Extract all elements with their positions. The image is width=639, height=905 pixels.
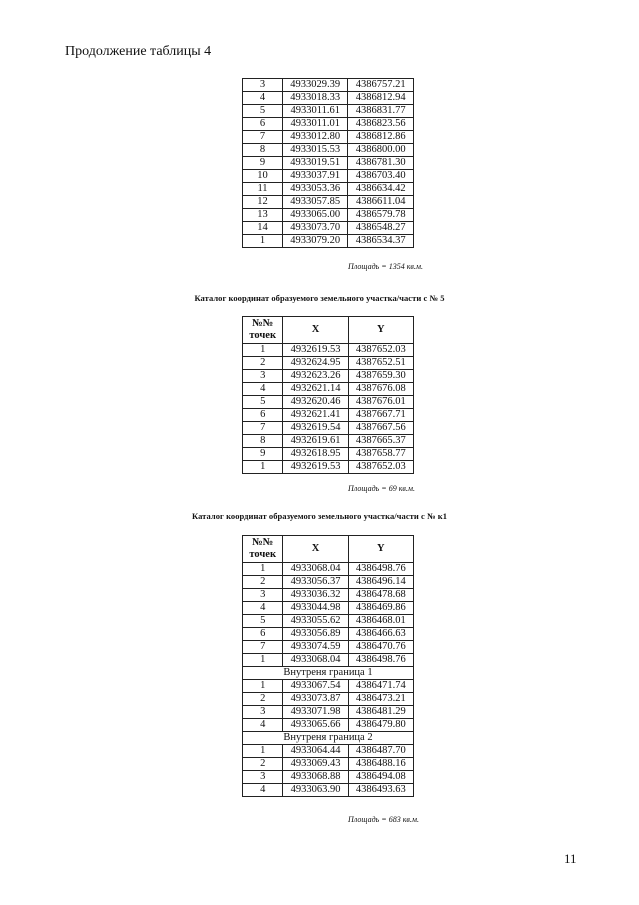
table-row: [243, 118, 414, 131]
table-row: [243, 79, 414, 92]
cell-x: 4932618.95: [283, 448, 348, 461]
table-row: [243, 183, 414, 196]
cell-point-number: 1: [243, 235, 283, 248]
table-row: [243, 693, 414, 706]
cell-y: 4386611.04: [348, 196, 414, 209]
table-row: [243, 209, 414, 222]
table-row: [243, 602, 414, 615]
table-body: [243, 563, 414, 797]
cell-x: 4933074.59: [283, 641, 348, 654]
table-caption-5: Каталог координат образуемого земельного участка/части с № 5: [194, 293, 445, 303]
cell-x: 4933073.87: [283, 693, 348, 706]
table-row: [243, 157, 414, 170]
cell-y: 4386498.76: [348, 563, 413, 576]
cell-y: 4387667.71: [348, 409, 413, 422]
cell-point-number: 3: [243, 370, 283, 383]
table-row: [243, 92, 414, 105]
table-caption-k1: Каталог координат образуемого земельного участка/части с № к1: [191, 511, 448, 521]
cell-y: 4386494.08: [348, 771, 413, 784]
cell-y: 4386781.30: [348, 157, 414, 170]
table-row: [243, 758, 414, 771]
cell-y: 4386757.21: [348, 79, 414, 92]
cell-y: 4386496.14: [348, 576, 413, 589]
cell-x: 4933029.39: [283, 79, 348, 92]
cell-x: 4933053.36: [283, 183, 348, 196]
table-row: [243, 105, 414, 118]
table-row: [243, 357, 414, 370]
cell-point-number: 6: [243, 628, 283, 641]
coordinates-table-continued: [242, 78, 414, 248]
cell-y: 4386481.29: [348, 706, 413, 719]
header-point-number: №№ точек: [243, 317, 283, 344]
cell-x: 4933071.98: [283, 706, 348, 719]
cell-y: 4387659.30: [348, 370, 413, 383]
cell-y: 4386478.68: [348, 589, 413, 602]
cell-x: 4932621.14: [283, 383, 348, 396]
table-row: [243, 396, 414, 409]
header-y: Y: [348, 536, 413, 563]
cell-x: 4933055.62: [283, 615, 348, 628]
cell-point-number: 2: [243, 693, 283, 706]
cell-y: 4386469.86: [348, 602, 413, 615]
table-row: [243, 235, 414, 248]
cell-point-number: 1: [243, 461, 283, 474]
cell-point-number: 6: [243, 118, 283, 131]
cell-x: 4933011.61: [283, 105, 348, 118]
cell-x: 4933065.00: [283, 209, 348, 222]
cell-point-number: 1: [243, 344, 283, 357]
continuation-title: Продолжение таблицы 4: [65, 44, 212, 59]
cell-y: 4386473.21: [348, 693, 413, 706]
cell-x: 4933011.01: [283, 118, 348, 131]
cell-point-number: 1: [243, 563, 283, 576]
cell-x: 4933015.53: [283, 144, 348, 157]
header-y: Y: [348, 317, 413, 344]
table-row: [243, 654, 414, 667]
cell-y: 4386488.16: [348, 758, 413, 771]
cell-point-number: 2: [243, 357, 283, 370]
coordinates-table-k1: [242, 535, 414, 797]
cell-y: 4386487.70: [348, 745, 413, 758]
cell-y: 4387658.77: [348, 448, 413, 461]
cell-x: 4933056.89: [283, 628, 348, 641]
cell-y: 4387667.56: [348, 422, 413, 435]
cell-point-number: 3: [243, 79, 283, 92]
cell-point-number: 2: [243, 758, 283, 771]
cell-point-number: 7: [243, 641, 283, 654]
cell-y: 4386471.74: [348, 680, 413, 693]
cell-point-number: 13: [243, 209, 283, 222]
cell-point-number: 7: [243, 422, 283, 435]
table-row: [243, 719, 414, 732]
header-row: [243, 317, 414, 344]
header-row: [243, 536, 414, 563]
cell-point-number: 2: [243, 576, 283, 589]
cell-point-number: 4: [243, 92, 283, 105]
cell-y: 4386812.94: [348, 92, 414, 105]
cell-y: 4386498.76: [348, 654, 413, 667]
cell-y: 4386634.42: [348, 183, 414, 196]
table-row: [243, 222, 414, 235]
cell-point-number: 5: [243, 396, 283, 409]
cell-y: 4386466.63: [348, 628, 413, 641]
cell-x: 4932619.54: [283, 422, 348, 435]
cell-x: 4933065.66: [283, 719, 348, 732]
table-row: [243, 641, 414, 654]
table-row: [243, 435, 414, 448]
cell-point-number: 5: [243, 615, 283, 628]
subheader-row: [243, 667, 414, 680]
table-row: [243, 771, 414, 784]
table-row: [243, 422, 414, 435]
area-note: Площадь = 69 кв.м.: [348, 484, 416, 493]
cell-y: 4387665.37: [348, 435, 413, 448]
cell-x: 4933056.37: [283, 576, 348, 589]
inner-boundary-label: Внутреня граница 2: [243, 732, 414, 745]
cell-x: 4932623.26: [283, 370, 348, 383]
cell-x: 4933057.85: [283, 196, 348, 209]
table-row: [243, 628, 414, 641]
cell-x: 4933064.44: [283, 745, 348, 758]
cell-x: 4932619.61: [283, 435, 348, 448]
cell-y: 4387676.08: [348, 383, 413, 396]
cell-x: 4932624.95: [283, 357, 348, 370]
table-row: [243, 144, 414, 157]
table-row: [243, 680, 414, 693]
table-row: [243, 370, 414, 383]
table-row: [243, 383, 414, 396]
cell-y: 4387676.01: [348, 396, 413, 409]
cell-point-number: 10: [243, 170, 283, 183]
cell-x: 4932621.41: [283, 409, 348, 422]
cell-x: 4932619.53: [283, 344, 348, 357]
cell-y: 4386470.76: [348, 641, 413, 654]
cell-y: 4386831.77: [348, 105, 414, 118]
table-row: [243, 576, 414, 589]
cell-point-number: 1: [243, 680, 283, 693]
cell-x: 4933069.43: [283, 758, 348, 771]
table-row: [243, 784, 414, 797]
cell-y: 4386548.27: [348, 222, 414, 235]
cell-y: 4387652.03: [348, 461, 413, 474]
cell-x: 4933079.20: [283, 235, 348, 248]
cell-x: 4933068.04: [283, 563, 348, 576]
cell-point-number: 8: [243, 144, 283, 157]
cell-point-number: 4: [243, 719, 283, 732]
cell-x: 4933019.51: [283, 157, 348, 170]
cell-point-number: 1: [243, 654, 283, 667]
cell-point-number: 3: [243, 771, 283, 784]
cell-x: 4933073.70: [283, 222, 348, 235]
table-row: [243, 196, 414, 209]
table-row: [243, 344, 414, 357]
table-row: [243, 589, 414, 602]
cell-x: 4933044.98: [283, 602, 348, 615]
cell-point-number: 8: [243, 435, 283, 448]
table-row: [243, 170, 414, 183]
cell-x: 4932620.46: [283, 396, 348, 409]
table-row: [243, 706, 414, 719]
cell-point-number: 4: [243, 383, 283, 396]
cell-point-number: 14: [243, 222, 283, 235]
cell-x: 4933036.32: [283, 589, 348, 602]
cell-point-number: 4: [243, 602, 283, 615]
cell-x: 4933012.80: [283, 131, 348, 144]
cell-point-number: 3: [243, 589, 283, 602]
cell-x: 4933037.91: [283, 170, 348, 183]
header-x: X: [283, 317, 348, 344]
cell-y: 4386823.56: [348, 118, 414, 131]
cell-point-number: 4: [243, 784, 283, 797]
table-row: [243, 448, 414, 461]
cell-y: 4386703.40: [348, 170, 414, 183]
cell-y: 4386812.86: [348, 131, 414, 144]
cell-point-number: 11: [243, 183, 283, 196]
area-note: Площадь = 1354 кв.м.: [348, 262, 424, 271]
table-header: [243, 536, 414, 563]
cell-y: 4386579.78: [348, 209, 414, 222]
cell-point-number: 7: [243, 131, 283, 144]
cell-point-number: 1: [243, 745, 283, 758]
cell-y: 4387652.51: [348, 357, 413, 370]
cell-x: 4933068.04: [283, 654, 348, 667]
cell-x: 4933063.90: [283, 784, 348, 797]
table-row: [243, 131, 414, 144]
inner-boundary-label: Внутреня граница 1: [243, 667, 414, 680]
subheader-row: [243, 732, 414, 745]
cell-x: 4933068.88: [283, 771, 348, 784]
table-body: [243, 344, 414, 474]
cell-point-number: 9: [243, 448, 283, 461]
cell-point-number: 5: [243, 105, 283, 118]
table-row: [243, 461, 414, 474]
cell-y: 4386468.01: [348, 615, 413, 628]
cell-y: 4386800.00: [348, 144, 414, 157]
page-number: 11: [564, 851, 577, 866]
coordinates-table-5: [242, 316, 414, 474]
cell-point-number: 6: [243, 409, 283, 422]
cell-point-number: 12: [243, 196, 283, 209]
table-row: [243, 563, 414, 576]
cell-x: 4932619.53: [283, 461, 348, 474]
table-row: [243, 615, 414, 628]
cell-y: 4387652.03: [348, 344, 413, 357]
cell-y: 4386479.80: [348, 719, 413, 732]
cell-point-number: 9: [243, 157, 283, 170]
table-header: [243, 317, 414, 344]
header-x: X: [283, 536, 348, 563]
table-body: [243, 79, 414, 248]
cell-y: 4386534.37: [348, 235, 414, 248]
header-point-number: №№ точек: [243, 536, 283, 563]
cell-x: 4933067.54: [283, 680, 348, 693]
cell-x: 4933018.33: [283, 92, 348, 105]
cell-y: 4386493.63: [348, 784, 413, 797]
table-row: [243, 745, 414, 758]
cell-point-number: 3: [243, 706, 283, 719]
area-note: Площадь = 683 кв.м.: [348, 815, 420, 824]
table-row: [243, 409, 414, 422]
